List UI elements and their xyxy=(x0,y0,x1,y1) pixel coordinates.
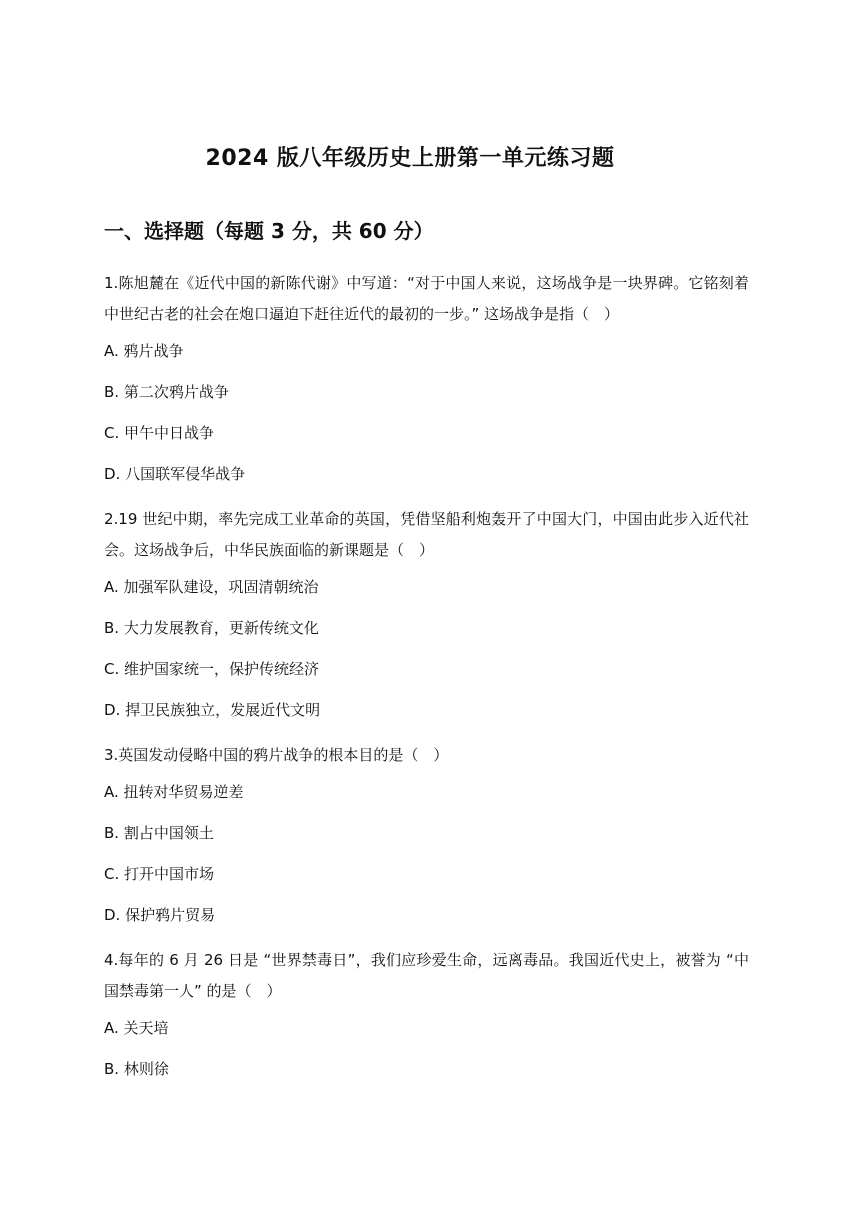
question-3 xyxy=(104,740,749,927)
option-b: B. 林则徐 xyxy=(104,1060,169,1078)
option-b: B. 第二次鸦片战争 xyxy=(104,383,229,401)
option-b: B. 大力发展教育，更新传统文化 xyxy=(104,619,319,637)
option-c: C. 维护国家统一，保护传统经济 xyxy=(104,660,320,678)
question-1 xyxy=(104,268,749,486)
question-2 xyxy=(104,504,749,722)
document-title: 2024 版八年级历史上册第一单元练习题 xyxy=(205,146,615,171)
option-d: D. 八国联军侵华战争 xyxy=(104,465,246,483)
option-a: A. 扭转对华贸易逆差 xyxy=(104,783,244,801)
section-heading: 一、选择题（每题 3 分，共 60 分） xyxy=(104,219,434,243)
option-c: C. 打开中国市场 xyxy=(104,865,215,883)
option-b: B. 割占中国领土 xyxy=(104,824,214,842)
question-stem: 3.英国发动侵略中国的鸦片战争的根本目的是（ ） xyxy=(104,746,449,764)
question-stem: 2.19 世纪中期，率先完成工业革命的英国，凭借坚船利炮轰开了中国大门，中国由此步入近代社会。这场战争后，中华民族面临的新课题是（ ） xyxy=(104,510,749,559)
option-d: D. 保护鸦片贸易 xyxy=(104,906,216,924)
option-d: D. 捍卫民族独立，发展近代文明 xyxy=(104,701,321,719)
question-list xyxy=(104,268,749,1099)
option-a: A. 鸦片战争 xyxy=(104,342,184,360)
question-stem: 4.每年的 6 月 26 日是 “世界禁毒日”，我们应珍爱生命，远离毒品。我国近代史上，被誉为 “中国禁毒第一人” 的是（ ） xyxy=(104,951,749,1000)
question-4 xyxy=(104,945,749,1081)
question-stem: 1.陈旭麓在《近代中国的新陈代谢》中写道：“对于中国人来说，这场战争是一块界碑。它铭刻着中世纪古老的社会在炮口逼迫下赶往近代的最初的一步。” 这场战争是指（ ） xyxy=(104,274,749,323)
option-c: C. 甲午中日战争 xyxy=(104,424,215,442)
option-a: A. 加强军队建设，巩固清朝统治 xyxy=(104,578,319,596)
option-a: A. 关天培 xyxy=(104,1019,169,1037)
